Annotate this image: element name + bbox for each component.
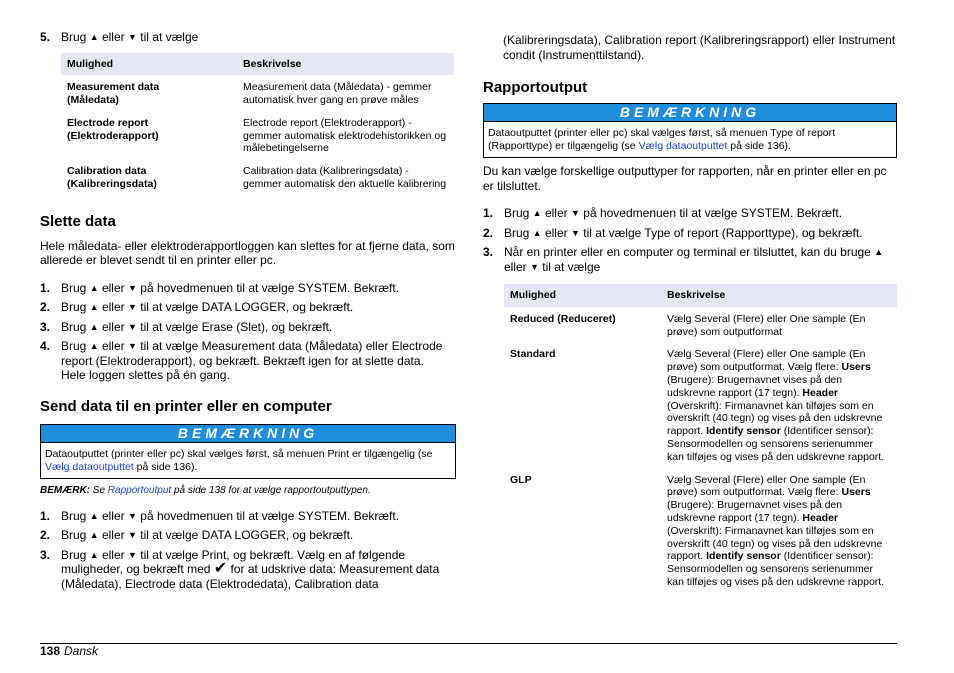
option-cell: Calibration data (Kalibreringsdata) (67, 165, 157, 191)
description-bold: Identify sensor (706, 425, 781, 438)
step-text: på hovedmenuen til at vælge SYSTEM. Bekræft. (140, 280, 400, 295)
step-text: eller (101, 339, 125, 354)
up-arrow-icon: ▲ (89, 321, 99, 332)
up-arrow-icon: ▲ (532, 208, 542, 218)
rapport-step-1 (483, 206, 897, 221)
column-header: Mulighed (504, 284, 661, 307)
step-number: 1. (483, 206, 494, 220)
step-number: 3. (40, 319, 51, 334)
remark-label: BEMÆRK: (40, 484, 90, 496)
rapport-intro: Du kan vælge forskellige outputtyper for rapporten, når en printer eller en pc er tilsluttet. (483, 164, 887, 193)
remark-text: på side 138 for at vælge rapportoutputtypen. (173, 484, 371, 496)
column-header: Mulighed (61, 53, 237, 76)
option-cell: Reduced (Reduceret) (510, 312, 616, 325)
down-arrow-icon: ▼ (571, 227, 580, 238)
step-5 (40, 30, 456, 45)
note-text: Dataoutputtet (printer eller pc) skal vælges først, så menuen Type of report (Rapporttype) er tilgængelig (se (488, 127, 836, 152)
step-text: på hovedmenuen til at vælge SYSTEM. Bekræft. (583, 206, 843, 220)
step-text: eller (101, 508, 125, 523)
slette-step-3 (40, 320, 456, 335)
description-bold: Users (841, 361, 871, 374)
description-bold: Header (802, 511, 839, 524)
section-title-send-data: Send data til en printer eller en computer (40, 397, 332, 415)
note-header: BEMÆRKNING (484, 104, 896, 122)
remark-text: Se (92, 484, 106, 496)
option-cell: Standard (510, 348, 556, 361)
table-row (504, 342, 897, 467)
description-cell: Electrode report (Elektroderapport) - gemmer automatisk elektrodehistorikken og målebetingelserne (243, 116, 447, 155)
table-row (61, 159, 454, 195)
step-number: 4. (40, 339, 51, 354)
step-text: Brug (61, 319, 87, 334)
description-text: (Brugere): Brugernavnet vises på den udskrevne rapport (17 tegn). (667, 499, 843, 524)
column-header: Beskrivelse (661, 284, 897, 307)
option-cell: Measurement data (Måledata) (67, 81, 160, 107)
step-text: til at vælge (542, 259, 601, 274)
step-text: til at vælge DATA LOGGER, og bekræft. (140, 528, 354, 543)
table-row (61, 111, 454, 159)
step-number: 3. (40, 547, 51, 562)
description-cell (661, 342, 897, 467)
up-arrow-icon: ▲ (89, 282, 99, 293)
page-footer (40, 643, 897, 658)
slette-intro: Hele måledata- eller elektroderapportloggen kan slettes for at fjerne data, som allerede er blevet sendt til en printer eller pc. (40, 238, 455, 268)
description-text: (Overskrift): Firmanavnet kan tilføjes som en overskrift (40 tegn) og vises på den udskrevne rapport. (667, 524, 883, 563)
right-column (483, 30, 897, 593)
step-text: for at udskrive data: Measurement data (Måledata), Electrode data (Elektrodedata), Calibration data (61, 562, 440, 591)
step-text: til at vælge Erase (Slet), og bekræft. (140, 319, 333, 334)
down-arrow-icon: ▼ (128, 32, 137, 42)
description-text: (Identificer sensor): Sensormodellen og sensorens serienummer kan tilføjes og vises på den udskrevne rapport. (667, 425, 885, 463)
step-text: Brug (61, 547, 87, 562)
step-number: 2. (40, 300, 51, 315)
step-text: eller (544, 225, 568, 240)
note-text: på side 136). (730, 140, 791, 152)
report-type-options-table (504, 284, 897, 593)
table-row (504, 468, 897, 593)
step-text: til at vælge DATA LOGGER, og bekræft. (140, 300, 354, 315)
table-row (61, 75, 454, 111)
note-box (40, 424, 456, 479)
link-dataoutput[interactable]: Vælg dataoutputtet (45, 460, 134, 473)
remark (40, 484, 456, 497)
step-text: Brug (504, 225, 530, 240)
slette-step-2 (40, 300, 456, 315)
description-bold: Identify sensor (706, 550, 781, 563)
step-text: til at vælge Measurement data (Måledata) eller Electrode report (Elektroderapport), og bekræft. Bekræft igen for at slette data. (61, 339, 443, 368)
step-text: Brug (61, 339, 87, 354)
option-cell: Electrode report (Elektroderapport) (67, 116, 159, 142)
note-text: på side 136). (136, 460, 198, 473)
description-text: Vælg Several (Flere) eller One sample (En prøve) som outputformat. Vælg flere: (667, 348, 866, 374)
description-cell: Measurement data (Måledata) - gemmer automatisk hver gang en prøve måles (243, 81, 432, 107)
description-cell: Calibration data (Kalibreringsdata) - gemmer automatisk den aktuelle kalibrering (243, 165, 447, 191)
step-text: eller (101, 280, 125, 295)
continued-text: (Kalibreringsdata), Calibration report (Kalibreringsrapport) eller Instrument condit (Instrumenttilstand). (503, 33, 896, 62)
step-text: Når en printer eller en computer og terminal er tilsluttet, kan du bruge (504, 245, 871, 259)
down-arrow-icon: ▼ (128, 549, 137, 560)
step-text: eller (101, 30, 125, 44)
step-number: 3. (483, 245, 494, 259)
section-title-rapportoutput: Rapportoutput (483, 79, 588, 96)
description-bold: Header (802, 386, 839, 399)
step-text: eller (101, 528, 125, 543)
send-step-2 (40, 528, 456, 543)
up-arrow-icon: ▲ (89, 341, 99, 352)
up-arrow-icon: ▲ (874, 247, 884, 257)
note-box (483, 103, 897, 158)
down-arrow-icon: ▼ (128, 530, 137, 541)
step-text: Brug (61, 528, 87, 543)
rapport-step-2 (483, 226, 897, 241)
up-arrow-icon: ▲ (89, 302, 99, 313)
down-arrow-icon: ▼ (128, 321, 137, 332)
step-text: eller (101, 319, 125, 334)
rapport-step-3 (483, 245, 897, 274)
slette-step-1 (40, 281, 456, 296)
step-text: eller (544, 206, 568, 220)
note-text: Dataoutputtet (printer eller pc) skal vælges først, så menuen Print er tilgængelig (se (45, 447, 433, 460)
step-text: til at vælge Print, og bekræft. Vælg en af følgende muligheder, og bekræft med (61, 547, 406, 577)
section-title-slette-data: Slette data (40, 212, 116, 230)
down-arrow-icon: ▼ (530, 261, 539, 272)
up-arrow-icon: ▲ (89, 530, 99, 541)
step-number: 1. (40, 280, 51, 295)
description-text: (Brugere): Brugernavnet vises på den udskrevne rapport (17 tegn). (667, 373, 843, 399)
note-header: BEMÆRKNING (41, 425, 455, 443)
up-arrow-icon: ▲ (89, 549, 99, 560)
step-number: 1. (40, 508, 51, 523)
send-step-3 (40, 548, 456, 592)
down-arrow-icon: ▼ (571, 208, 580, 218)
table-header-row (61, 53, 454, 76)
send-step-1 (40, 509, 456, 524)
step-text: eller (101, 300, 125, 315)
down-arrow-icon: ▼ (128, 341, 137, 352)
step-text: til at vælge Type of report (Rapporttype), og bekræft. (583, 225, 863, 240)
table-header-row (504, 284, 897, 307)
page-number: 138 (40, 644, 61, 658)
step-number: 5. (40, 30, 51, 44)
step-number: 2. (40, 528, 51, 543)
description-cell (661, 468, 897, 593)
step-text: Brug (61, 300, 87, 315)
step-text: Brug (61, 280, 87, 295)
description-cell: Vælg Several (Flere) eller One sample (En prøve) som outputformat (667, 312, 866, 338)
step-text: eller (101, 547, 125, 562)
description-text: Vælg Several (Flere) eller One sample (En prøve) som outputformat. Vælg flere: (667, 473, 866, 499)
column-header: Beskrivelse (237, 53, 454, 76)
step-text: til at vælge (140, 30, 199, 44)
description-text: (Identificer sensor): Sensormodellen og sensorens serienummer kan tilføjes og vises på den udskrevne rapport. (667, 550, 885, 588)
slette-step-4 (40, 339, 456, 383)
link-dataoutput[interactable]: Vælg dataoutputtet (638, 140, 728, 152)
option-cell: GLP (510, 473, 532, 486)
step-result: Hele loggen slettes på én gang. (61, 368, 230, 383)
down-arrow-icon: ▼ (128, 510, 137, 521)
down-arrow-icon: ▼ (128, 282, 137, 293)
step-text: på hovedmenuen til at vælge SYSTEM. Bekræft. (140, 508, 400, 523)
step-number: 2. (483, 225, 494, 240)
step-text: Brug (504, 206, 530, 220)
step-text: Brug (61, 508, 87, 523)
link-rapportoutput[interactable]: Rapportoutput (107, 484, 172, 496)
up-arrow-icon: ▲ (532, 227, 542, 238)
footer-language: Dansk (64, 644, 99, 658)
note-body (41, 443, 455, 478)
step-text: Brug (61, 30, 87, 44)
table-row (504, 307, 897, 343)
down-arrow-icon: ▼ (128, 302, 137, 313)
checkmark-icon: ✔ (213, 560, 228, 578)
step-text: eller (504, 259, 527, 274)
data-logger-options-table (61, 53, 454, 195)
note-body (484, 122, 896, 157)
description-text: (Overskrift): Firmanavnet kan tilføjes som en overskrift (40 tegn) og vises på den udskrevne rapport. (667, 399, 883, 438)
description-bold: Users (841, 486, 871, 499)
up-arrow-icon: ▲ (89, 32, 99, 42)
up-arrow-icon: ▲ (89, 510, 99, 521)
left-column (40, 30, 456, 596)
